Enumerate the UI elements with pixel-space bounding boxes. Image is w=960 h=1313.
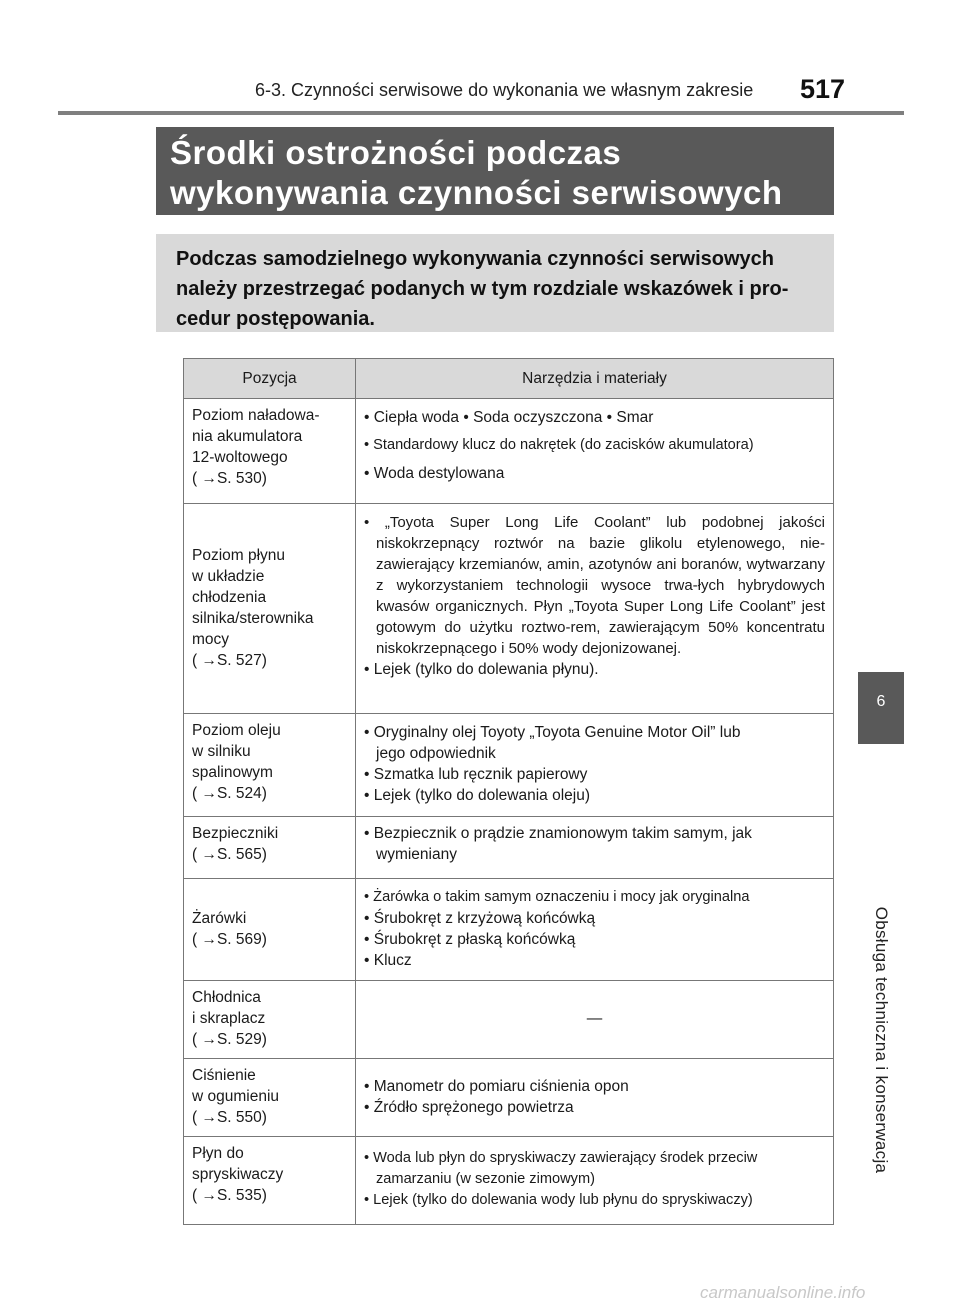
- list-item: • Ciepła woda • Soda oczyszczona • Smar: [364, 409, 654, 426]
- intro-line-2: należy przestrzegać podanych w tym rozdziale wskazówek i pro-: [176, 278, 789, 300]
- table-row: [184, 504, 834, 714]
- position-cell: Płyn do spryskiwaczy ( → S. 535 ): [184, 1137, 356, 1225]
- page-reference: ( → S. 565 ): [192, 844, 347, 865]
- intro-line-3: cedur postępowania.: [176, 308, 375, 330]
- table-row: [184, 817, 834, 879]
- tools-table: [183, 358, 834, 1225]
- list-item: • Lejek (tylko do dolewania wody lub płynu do spryskiwaczy): [364, 1192, 753, 1208]
- page-reference: ( → S. 527 ): [192, 650, 347, 671]
- watermark: carmanualsonline.info: [700, 1283, 866, 1302]
- list-item: • Manometr do pomiaru ciśnienia opon: [364, 1077, 629, 1095]
- page-reference: ( → S. 524 ): [192, 783, 347, 804]
- header-divider: [58, 111, 904, 115]
- tools-cell: [356, 714, 834, 817]
- position-cell: Poziom płynu w układzie chłodzenia silnika/sterownika mocy ( → S. 527 ): [184, 504, 356, 714]
- running-header: 6-3. Czynności serwisowe do wykonania we własnym zakresie: [255, 80, 754, 100]
- list-item: • Źródło sprężonego powietrza: [364, 1098, 574, 1116]
- table-row: [184, 399, 834, 504]
- table-row: [184, 879, 834, 981]
- position-cell: Poziom naładowa- nia akumulatora 12-woltowego ( → S. 530 ): [184, 399, 356, 504]
- list-item: • Szmatka lub ręcznik papierowy: [364, 766, 588, 783]
- column-header-position: Pozycja: [184, 359, 356, 399]
- page-reference: ( → S. 535 ): [192, 1185, 347, 1206]
- tools-cell-empty: —: [356, 981, 834, 1059]
- tools-cell: [356, 504, 834, 714]
- list-item: • Woda destylowana: [364, 465, 505, 482]
- page-reference: ( → S. 530 ): [192, 468, 347, 489]
- table-row: [184, 1059, 834, 1137]
- intro-text: [156, 234, 834, 332]
- page-reference: ( → S. 529 ): [192, 1029, 347, 1050]
- table-row: [184, 714, 834, 817]
- intro-line-1: Podczas samodzielnego wykonywania czynności serwisowych: [176, 248, 774, 270]
- list-item: • Żarówka o takim samym oznaczeniu i mocy jak oryginalna: [364, 888, 750, 905]
- list-item: • Bezpiecznik o prądzie znamionowym takim samym, jak wymieniany: [364, 825, 752, 863]
- column-header-tools: Narzędzia i materiały: [356, 359, 834, 399]
- list-item: • Standardowy klucz do nakrętek (do zacisków akumulatora): [364, 437, 754, 453]
- tools-cell: [356, 1137, 834, 1225]
- list-item: • „Toyota Super Long Life Coolant” lub podobnej jakości niskokrzepnący roztwór na bazie glikolu etylenowego, nie-zawierający krzemianów, amin, azotynów ani boranów, wytwarzany z wykorzystaniem technologii wysoce trwa-łych hybrydowych kwasów organicznych. Płyn „Toyota Super Long Life Coolant” jest gotowym do użytku roztwo-rem, zawierającym 50% koncentratu niskokrzepnącego i 50% wody dejonizowanej.: [364, 514, 825, 657]
- list-item: • Lejek (tylko do dolewania płynu).: [364, 661, 599, 678]
- page-reference: ( → S. 569 ): [192, 929, 347, 950]
- list-item: • Woda lub płyn do spryskiwaczy zawierający środek przeciw zamarzaniu (w sezonie zimowym): [364, 1150, 758, 1187]
- page-number: 517: [800, 74, 846, 104]
- section-title: [156, 127, 834, 215]
- chapter-title: Obsługa techniczna i konserwacja: [872, 906, 891, 1174]
- tools-cell: [356, 399, 834, 504]
- tools-cell: [356, 879, 834, 981]
- list-item: • Śrubokręt z krzyżową końcówką: [364, 909, 596, 927]
- list-item: • Śrubokręt z płaską końcówką: [364, 930, 576, 948]
- list-item: • Lejek (tylko do dolewania oleju): [364, 787, 590, 804]
- section-title-line-1: Środki ostrożności podczas: [170, 134, 622, 171]
- chapter-tab: 6: [858, 672, 904, 744]
- list-item: • Oryginalny olej Toyoty „Toyota Genuine Motor Oil” lub jego odpowiednik: [364, 724, 741, 762]
- position-cell: Chłodnica i skraplacz ( → S. 529 ): [184, 981, 356, 1059]
- tools-cell: [356, 817, 834, 879]
- tools-cell: [356, 1059, 834, 1137]
- page-reference: ( → S. 550 ): [192, 1107, 347, 1128]
- section-title-line-2: wykonywania czynności serwisowych: [170, 174, 783, 211]
- position-cell: Poziom oleju w silniku spalinowym ( → S. 524 ): [184, 714, 356, 817]
- table-header-row: [184, 359, 834, 399]
- table-row: [184, 981, 834, 1059]
- position-cell: Bezpieczniki ( → S. 565 ): [184, 817, 356, 879]
- position-cell: Żarówki ( → S. 569 ): [184, 879, 356, 981]
- table-row: [184, 1137, 834, 1225]
- position-cell: Ciśnienie w ogumieniu ( → S. 550 ): [184, 1059, 356, 1137]
- list-item: • Klucz: [364, 951, 412, 969]
